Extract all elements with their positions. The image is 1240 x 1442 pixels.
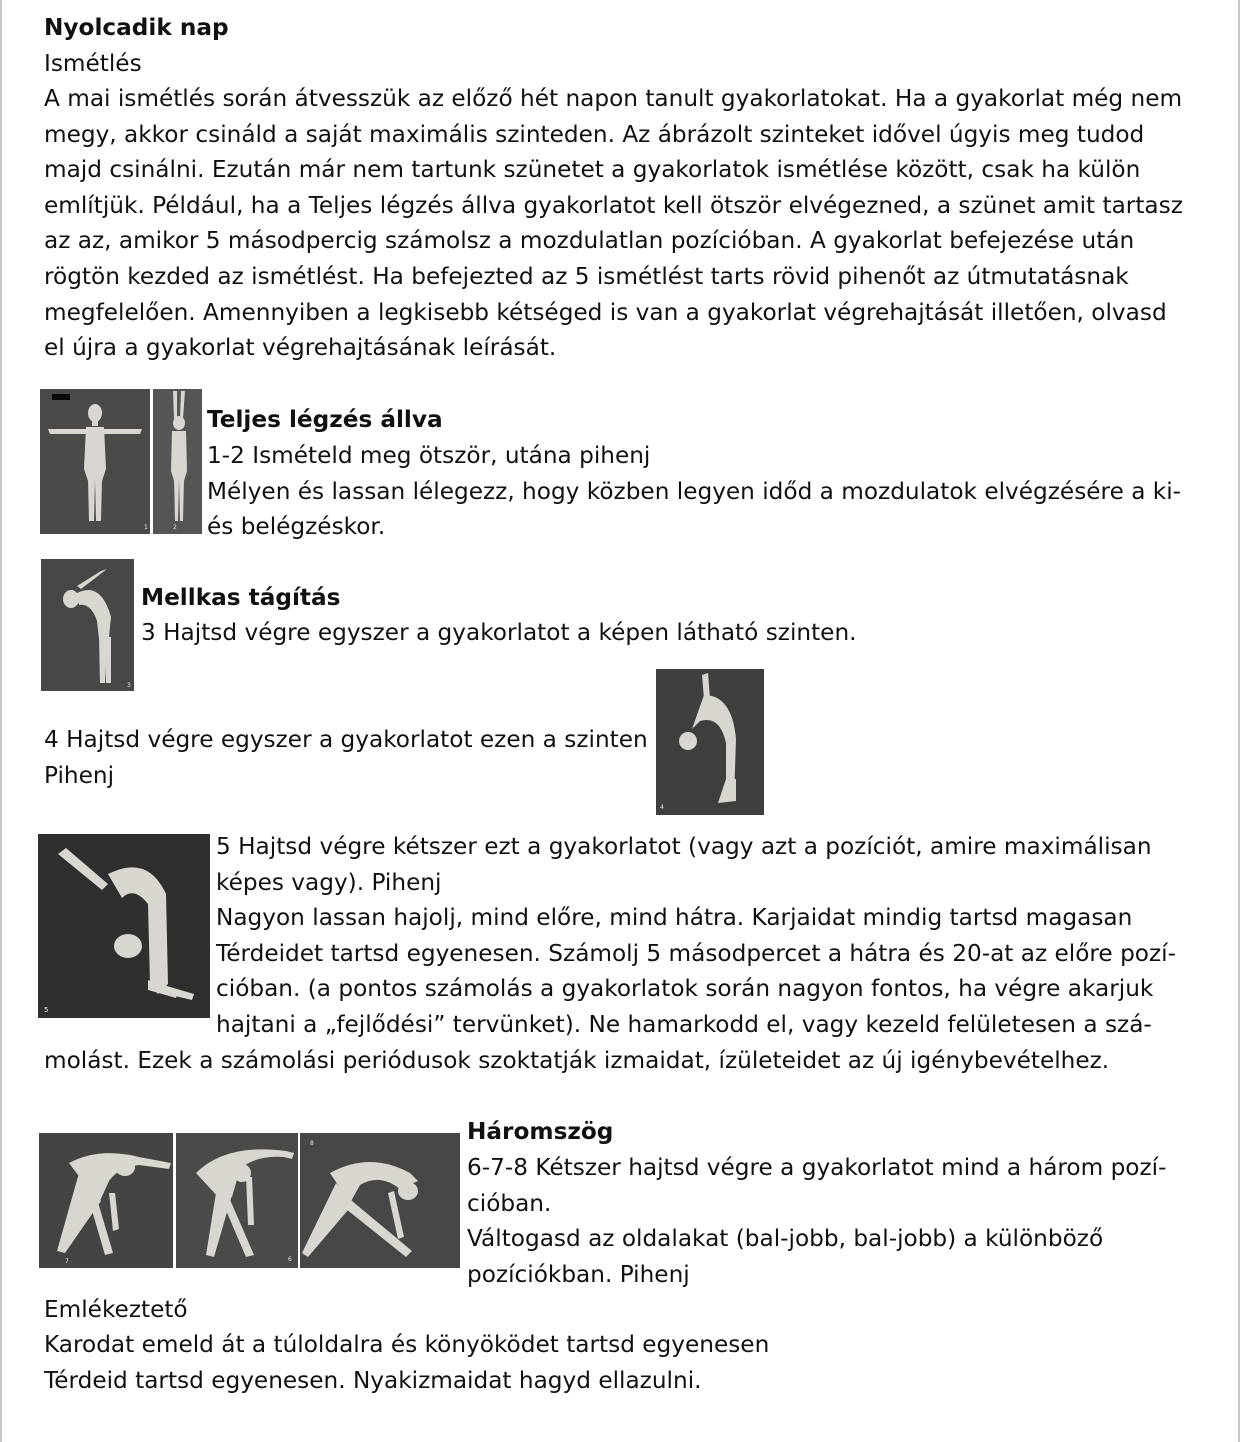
exercise-photo-8 (300, 1133, 460, 1268)
photo-label: 1 (144, 524, 148, 531)
photo-label: 5 (44, 1006, 49, 1014)
paragraph-line: majd csinálni. Ezután már nem tartunk szünetet a gyakorlatok ismétlése között, csak ha külön (44, 156, 1141, 184)
paragraph-line: Térdeidet tartsd egyenesen. Számolj 5 másodpercet a hátra és 20-at az előre pozí- (216, 939, 1176, 967)
paragraph-line: említjük. Például, ha a Teljes légzés állva gyakorlatot kell ötször elvégezned, a szünet amit tartasz (44, 191, 1183, 219)
exercise2-step5 (216, 829, 1176, 1043)
paragraph-line: 1-2 Ismételd meg ötször, utána pihenj (207, 442, 651, 469)
paragraph-line: 4 Hajtsd végre egyszer a gyakorlatot ezen a szinten (44, 726, 648, 753)
paragraph-line: Pihenj (44, 761, 115, 789)
paragraph-line: 5 Hajtsd végre kétszer ezt a gyakorlatot (vagy azt a pozíciót, amire maximálisan (216, 833, 1152, 860)
paragraph-line: cióban. (467, 1189, 552, 1217)
day-title: Nyolcadik nap (44, 14, 229, 41)
exercise3-text (467, 1150, 1166, 1292)
reminder-text (44, 1327, 769, 1398)
paragraph-line: Térdeid tartsd egyenesen. Nyakizmaidat hagyd ellazulni. (44, 1366, 702, 1394)
photo-label: 6 (288, 1256, 292, 1263)
photo-label: 4 (660, 804, 664, 811)
paragraph-line: képes vagy). Pihenj (216, 868, 442, 896)
exercise-photo-6 (176, 1133, 298, 1268)
exercise2-step5-tail: molást. Ezek a számolási periódusok szoktatják izmaidat, ízületeidet az új igénybevételhez. (44, 1047, 1110, 1074)
exercise-photo-5 (38, 834, 210, 1018)
page-edge-left (0, 0, 2, 1442)
exercise-photo-4 (656, 669, 764, 815)
paragraph-line: Mélyen és lassan lélegezz, hogy közben legyen időd a mozdulatok elvégzésére a ki- (207, 477, 1182, 505)
exercise3-title: Háromszög (467, 1118, 614, 1145)
paragraph-line: Váltogasd az oldalakat (bal-jobb, bal-jobb) a különböző (467, 1225, 1104, 1253)
paragraph-line: 6-7-8 Kétszer hajtsd végre a gyakorlatot mind a három pozí- (467, 1154, 1167, 1181)
photo-label: 7 (65, 1258, 69, 1265)
photo-label: 2 (173, 524, 177, 531)
paragraph-line: pozíciókban. Pihenj (467, 1260, 690, 1288)
exercise-photo-1 (40, 389, 150, 534)
photo-label: 3 (127, 682, 131, 689)
paragraph-line: megfelelően. Amennyiben a legkisebb kétséged is van a gyakorlat végrehajtását illetően, olvasd (44, 298, 1167, 326)
paragraph-line: rögtön kezded az ismétlést. Ha befejezted az 5 ismétlést tarts rövid pihenőt az útmutatásnak (44, 262, 1129, 290)
exercise2-title: Mellkas tágítás (141, 584, 341, 611)
paragraph-line: hajtani a „fejlődési” tervünket). Ne hamarkodd el, vagy kezeld felületesen a szá- (216, 1010, 1152, 1038)
exercise1-title: Teljes légzés állva (207, 406, 443, 433)
paragraph-line: Karodat emeld át a túloldalra és könyöködet tartsd egyenesen (44, 1331, 770, 1358)
exercise2-step3: 3 Hajtsd végre egyszer a gyakorlatot a képen látható szinten. (141, 619, 857, 646)
exercise1-text (207, 438, 1181, 545)
exercise-photo-2 (153, 389, 202, 534)
exercise2-step4 (44, 722, 648, 793)
photo-label: 8 (310, 1140, 314, 1147)
paragraph-line: az az, amikor 5 másodpercig számolsz a mozdulatlan pozícióban. A gyakorlat befejezése után (44, 227, 1135, 255)
exercise-photo-7 (39, 1133, 173, 1268)
paragraph-line: megy, akkor csináld a saját maximális szinteden. Az ábrázolt szinteket idővel úgyis meg tudod (44, 120, 1145, 148)
paragraph-line: és belégzéskor. (207, 513, 386, 541)
intro-subtitle: Ismétlés (44, 50, 142, 77)
exercise-photo-3 (41, 559, 134, 691)
reminder-title: Emlékeztető (44, 1296, 188, 1323)
paragraph-line: cióban. (a pontos számolás a gyakorlatok során nagyon fontos, ha végre akarjuk (216, 975, 1154, 1003)
paragraph-line: A mai ismétlés során átvesszük az előző hét napon tanult gyakorlatokat. Ha a gyakorlat még nem (44, 85, 1183, 112)
paragraph-line: Nagyon lassan hajolj, mind előre, mind hátra. Karjaidat mindig tartsd magasan (216, 904, 1133, 932)
paragraph-line: el újra a gyakorlat végrehajtásának leírását. (44, 334, 557, 362)
intro-paragraph (44, 81, 1183, 366)
